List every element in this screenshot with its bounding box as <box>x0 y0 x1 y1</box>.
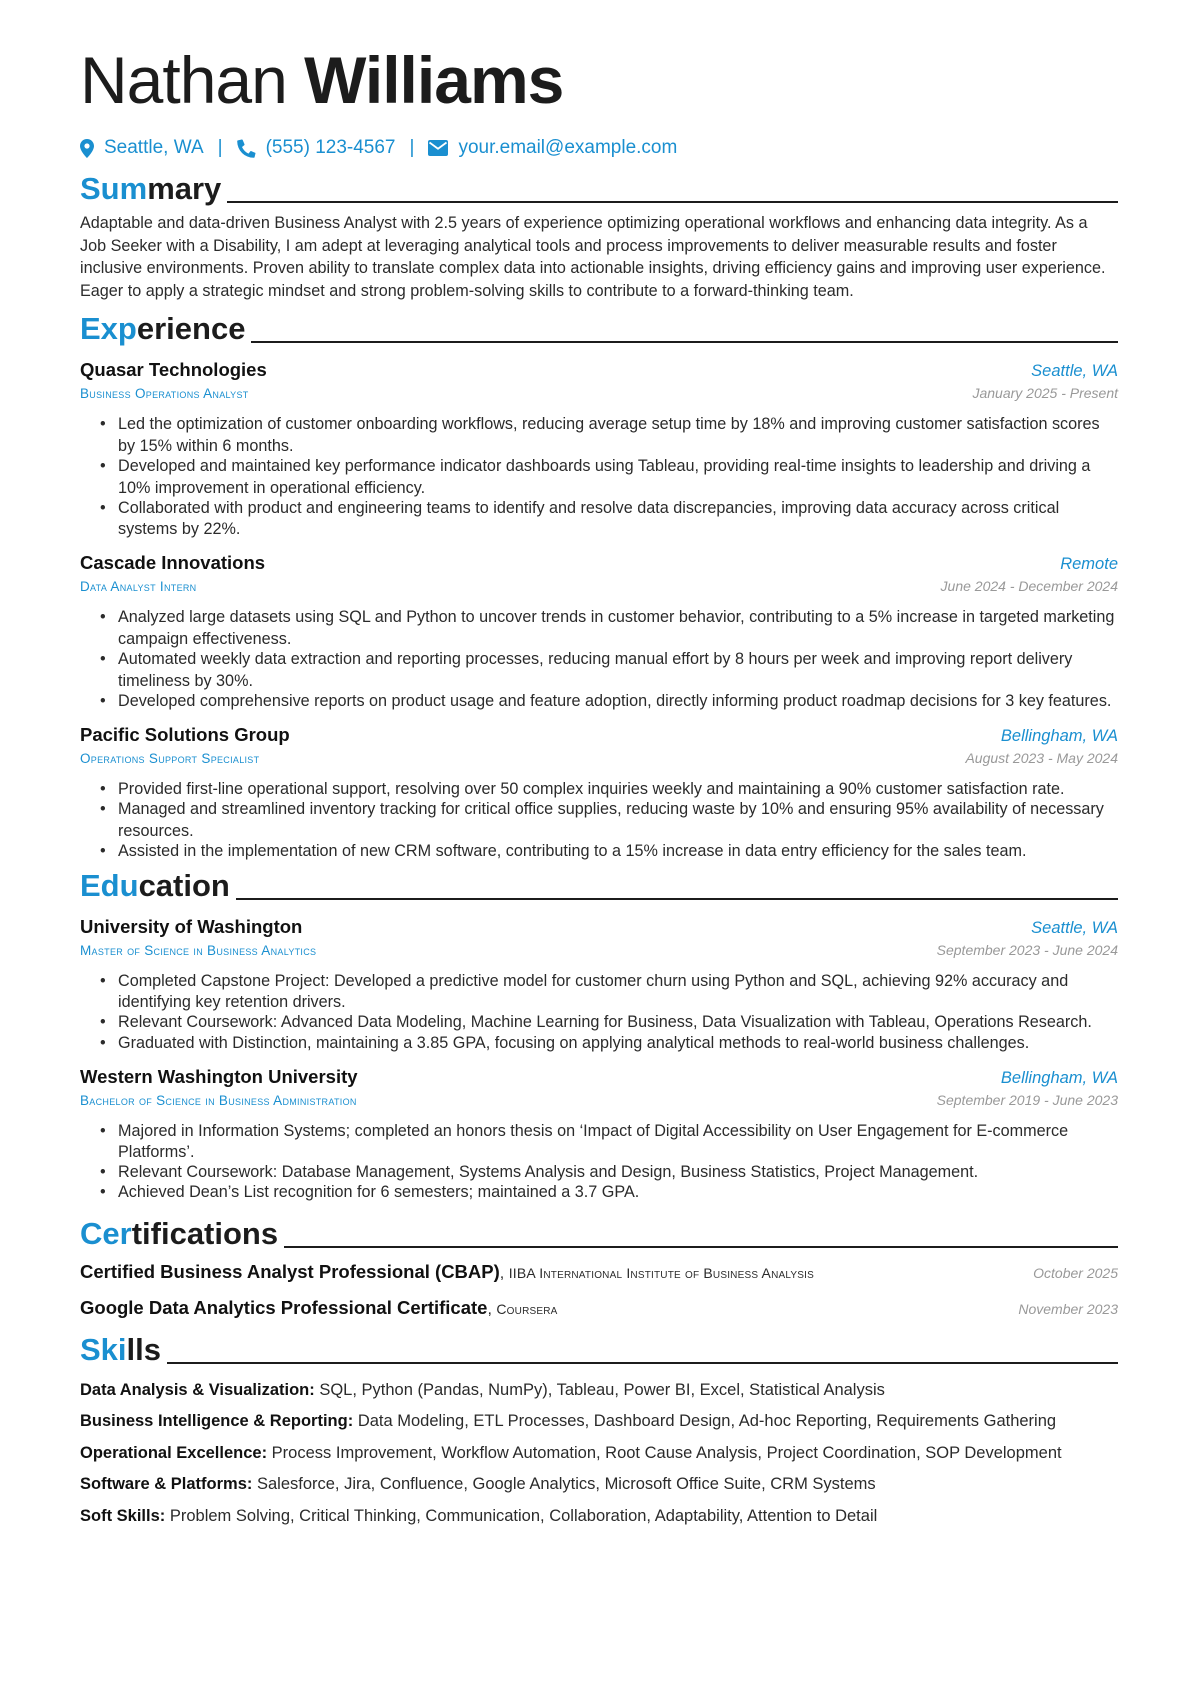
bullet-item: • Graduated with Distinction, maintaining a 3.85 GPA, focusing on applying analytical methods to real-world business challenges. <box>100 1033 1118 1055</box>
certification-issuer: Coursera <box>496 1300 558 1317</box>
job-title: Business Operations Analyst <box>80 386 249 402</box>
contact-separator: | <box>217 137 223 158</box>
bullet-item: • Relevant Coursework: Advanced Data Modeling, Machine Learning for Business, Data Visualization with Tableau, Operations Research. <box>100 1012 1118 1034</box>
section-summary-heading <box>80 168 1118 206</box>
entry-location: Seattle, WA <box>1031 918 1118 937</box>
section-title: Education <box>80 867 230 903</box>
section-experience-heading <box>80 308 1118 346</box>
bullet-item: • Completed Capstone Project: Developed a predictive model for customer churn using Python and SQL, achieving 92% accuracy and identifying key retention drivers. <box>100 971 1118 1014</box>
organization-name: Pacific Solutions Group <box>80 723 290 745</box>
skill-list: Problem Solving, Critical Thinking, Communication, Collaboration, Adaptability, Attention to Detail <box>169 1506 878 1525</box>
section-title: Experience <box>80 311 246 347</box>
skill-list: SQL, Python (Pandas, NumPy), Tableau, Power BI, Excel, Statistical Analysis <box>319 1380 885 1399</box>
skill-list: Salesforce, Jira, Confluence, Google Analytics, Microsoft Office Suite, CRM Systems <box>256 1475 876 1494</box>
section-education-heading <box>80 865 1118 903</box>
bullet-list <box>80 779 1118 862</box>
bullet-item: • Led the optimization of customer onboarding workflows, reducing average setup time by 18% and improving customer satisfaction scores by 15% within 6 months. <box>100 414 1118 457</box>
entry-date: September 2023 - June 2024 <box>936 941 1118 958</box>
skill-category: Software & Platforms: <box>80 1475 253 1494</box>
skill-row <box>80 1442 1118 1464</box>
section-title: Skills <box>80 1331 161 1367</box>
skill-list: Data Modeling, ETL Processes, Dashboard Design, Ad-hoc Reporting, Requirements Gathering <box>357 1412 1057 1431</box>
bullet-item: • Managed and streamlined inventory tracking for critical office supplies, reducing waste by 10% and ensuring 95% availability of necessary resources. <box>100 799 1118 842</box>
certification-date: October 2025 <box>1033 1264 1118 1281</box>
job-title: Operations Support Specialist <box>80 750 260 766</box>
contact-separator: | <box>409 137 415 158</box>
bullet-list <box>80 607 1118 712</box>
institution-name: University of Washington <box>80 915 303 937</box>
candidate-name <box>80 40 1118 120</box>
certification-name: Certified Business Analyst Professional (CBAP) <box>80 1260 500 1282</box>
first-name: Nathan <box>80 43 287 117</box>
section-rule <box>227 201 1118 203</box>
skill-category: Operational Excellence: <box>80 1443 268 1462</box>
education-entry <box>80 915 1118 1054</box>
entry-location: Seattle, WA <box>1031 362 1118 381</box>
skill-row <box>80 1505 1118 1527</box>
entry-location: Bellingham, WA <box>1000 1068 1118 1087</box>
degree-title: Bachelor of Science in Business Administration <box>80 1092 357 1108</box>
summary-text: Adaptable and data-driven Business Analyst with 2.5 years of experience optimizing operational workflows and enhancing data integrity. As a Job Seeker with a Disability, I am adept at leveraging analytical tools and process improvements to deliver measurable results and foster inclusive environments. Proven ability to translate complex data into actionable insights, driving efficiency gains and improving user experience. Eager to apply a strategic mindset and strong problem-solving skills to contribute to a forward-thinking team. <box>80 214 1106 300</box>
last-name: Williams <box>304 43 564 117</box>
entry-date: June 2024 - December 2024 <box>940 578 1118 595</box>
section-title: Certifications <box>80 1215 279 1251</box>
section-rule <box>284 1246 1118 1248</box>
entry-location: Bellingham, WA <box>1000 726 1118 745</box>
bullet-list <box>80 414 1118 541</box>
contact-phone[interactable] <box>237 137 396 159</box>
section-rule <box>251 341 1118 343</box>
map-pin-icon <box>80 139 94 158</box>
bullet-item: • Achieved Dean’s List recognition for 6 semesters; maintained a 3.7 GPA. <box>100 1182 1118 1204</box>
certification-entry: Google Data Analytics Professional Certificate, Coursera November 2023 <box>80 1296 1118 1318</box>
location-text: Seattle, WA <box>104 137 204 158</box>
skill-row <box>80 1473 1118 1495</box>
experience-entry <box>80 358 1118 541</box>
bullet-item: • Assisted in the implementation of new CRM software, contributing to a 15% increase in data entry efficiency for the sales team. <box>100 841 1118 863</box>
bullet-list <box>80 971 1118 1054</box>
bullet-item: • Collaborated with product and engineering teams to identify and resolve data discrepancies, improving data accuracy across critical systems by 22%. <box>100 498 1118 541</box>
institution-name: Western Washington University <box>80 1065 358 1087</box>
resume-content <box>80 40 1118 1527</box>
skill-list: Process Improvement, Workflow Automation, Root Cause Analysis, Project Coordination, SOP Development <box>271 1443 1062 1462</box>
bullet-item: • Provided first-line operational support, resolving over 50 complex inquiries weekly and maintaining a 90% customer satisfaction rate. <box>100 779 1118 801</box>
certification-name: Google Data Analytics Professional Certificate <box>80 1296 488 1318</box>
section-certifications-heading <box>80 1213 1118 1251</box>
job-title: Data Analyst Intern <box>80 579 197 595</box>
entry-date: January 2025 - Present <box>972 385 1118 402</box>
section-rule <box>236 898 1118 900</box>
section-skills-heading <box>80 1329 1118 1367</box>
email-link[interactable]: your.email@example.com <box>458 137 678 158</box>
certification-date: November 2023 <box>1018 1300 1118 1317</box>
bullet-item: • Developed comprehensive reports on product usage and feature adoption, directly informing product roadmap decisions for 3 key features. <box>100 691 1118 713</box>
organization-name: Quasar Technologies <box>80 359 267 381</box>
experience-entry <box>80 723 1118 862</box>
certification-entry: Certified Business Analyst Professional (CBAP), IIBA International Institute of Business Analysis October 2025 <box>80 1260 1118 1282</box>
skill-row <box>80 1379 1118 1401</box>
skill-row <box>80 1410 1118 1432</box>
contact-email[interactable] <box>428 137 677 159</box>
organization-name: Cascade Innovations <box>80 552 266 574</box>
education-entry <box>80 1065 1118 1204</box>
skill-category: Soft Skills: <box>80 1506 166 1525</box>
bullet-item: • Majored in Information Systems; completed an honors thesis on ‘Impact of Digital Accessibility on User Engagement for E-commerce Platforms’. <box>100 1121 1118 1164</box>
bullet-item: • Relevant Coursework: Database Management, Systems Analysis and Design, Business Statistics, Project Management. <box>100 1162 1118 1184</box>
envelope-icon <box>428 140 448 156</box>
section-title: Summary <box>80 171 222 206</box>
bullet-item: • Automated weekly data extraction and reporting processes, reducing manual effort by 8 hours per week and improving report delivery timeliness by 30%. <box>100 649 1118 692</box>
experience-entry <box>80 551 1118 712</box>
phone-text[interactable]: (555) 123-4567 <box>265 137 396 158</box>
bullet-item: • Analyzed large datasets using SQL and Python to uncover trends in customer behavior, contributing to a 5% increase in targeted marketing campaign effectiveness. <box>100 607 1118 650</box>
bullet-list <box>80 1121 1118 1204</box>
entry-date: August 2023 - May 2024 <box>965 749 1118 766</box>
entry-location: Remote <box>1060 555 1118 574</box>
entry-date: September 2019 - June 2023 <box>936 1091 1118 1108</box>
skill-category: Business Intelligence & Reporting: <box>80 1412 354 1431</box>
section-rule <box>167 1362 1118 1364</box>
contact-bar <box>80 132 1118 164</box>
phone-icon <box>237 139 256 158</box>
certification-issuer: IIBA International Institute of Business Analysis <box>508 1264 814 1281</box>
contact-location <box>80 137 204 159</box>
degree-title: Master of Science in Business Analytics <box>80 942 317 958</box>
skill-category: Data Analysis & Visualization: <box>80 1380 315 1399</box>
bullet-item: • Developed and maintained key performance indicator dashboards using Tableau, providing real-time insights to leadership and driving a 10% improvement in operational efficiency. <box>100 456 1118 499</box>
